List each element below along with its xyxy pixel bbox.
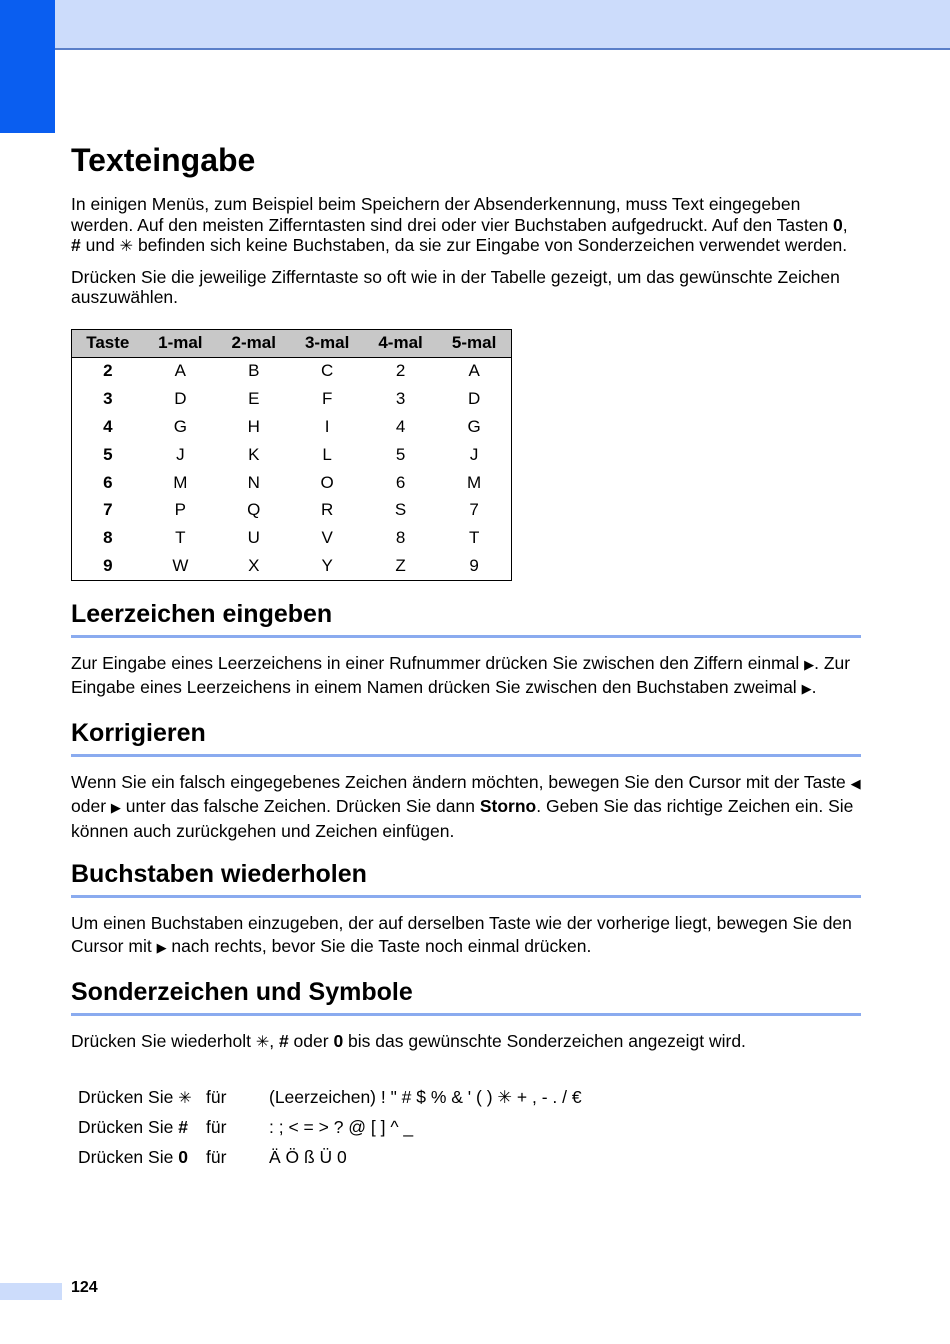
- section-heading: Leerzeichen eingeben: [71, 599, 333, 628]
- section-sonderzeichen: [71, 977, 861, 1055]
- table-row: [72, 469, 512, 497]
- table-cell: A: [468, 361, 480, 381]
- table-row: [72, 496, 512, 524]
- section-paragraph: Wenn Sie ein falsch eingegebenes Zeichen ändern möchten, bewegen Sie den Cursor mit der Taste ◀ oder ▶ unter das falsche Zeichen. Drücken Sie dann Storno. Geben Sie das richtige Zeichen ein. Sie können auch zurückgehen und Zeichen einfügen.: [71, 771, 861, 841]
- section-heading: Sonderzeichen und Symbole: [71, 978, 413, 1007]
- table-cell: 5: [395, 444, 406, 464]
- table-cell: M: [173, 472, 188, 492]
- key-table: [71, 329, 512, 581]
- table-cell: Q: [247, 500, 261, 520]
- table-cell: L: [322, 444, 332, 464]
- table-cell: T: [468, 528, 480, 548]
- section-rule: [71, 1013, 861, 1016]
- table-cell: C: [321, 361, 334, 381]
- storno-key-label: Storno: [479, 796, 537, 817]
- table-row: [72, 524, 512, 552]
- column-header: Taste: [72, 329, 144, 357]
- table-cell: I: [324, 416, 330, 436]
- table-cell: 6: [395, 472, 406, 492]
- symbol-row: Drücken Sie # für : ; < = > ? @ [ ] ^ _: [71, 1113, 861, 1143]
- section-rule: [71, 754, 861, 757]
- section-rule: [71, 635, 861, 638]
- section-paragraph: Drücken Sie wiederholt ✳, # oder 0 bis das gewünschte Sonderzeichen angezeigt wird.: [71, 1031, 746, 1052]
- star-key-icon: ✳: [178, 1090, 192, 1108]
- intro-paragraph-1: In einigen Menüs, zum Beispiel beim Speichern der Absenderkennung, muss Text eingegeben werden. Auf den meisten Zifferntasten sind drei oder vier Buchstaben aufgedruckt. Auf den Tasten 0, # und ✳ befinden sich keine Buchstaben, da sie zur Eingabe von Sonderzeichen verwendet werden.: [71, 194, 848, 255]
- symbol-row: Drücken Sie 0 für Ä Ö ß Ü 0: [71, 1143, 861, 1173]
- table-cell: B: [248, 361, 260, 381]
- symbol-table: [71, 1083, 861, 1173]
- table-row: [72, 413, 512, 441]
- section-heading: Korrigieren: [71, 718, 206, 747]
- table-cell: 4: [103, 416, 113, 436]
- column-header: 3-mal: [290, 329, 363, 357]
- section-korrigieren: [71, 718, 861, 843]
- table-cell: N: [247, 472, 260, 492]
- table-row: [72, 552, 512, 580]
- table-cell: A: [174, 361, 187, 381]
- table-cell: 7: [469, 500, 479, 520]
- table-cell: 6: [103, 472, 113, 492]
- table-cell: E: [248, 389, 260, 409]
- column-header: 1-mal: [144, 329, 217, 357]
- intro-paragraph-2: Drücken Sie die jeweilige Zifferntaste so oft wie in der Tabelle gezeigt, um das gewünschte Zeichen auszuwählen.: [71, 266, 840, 307]
- table-cell: 4: [395, 416, 406, 436]
- table-cell: 8: [395, 528, 406, 548]
- table-cell: O: [320, 472, 334, 492]
- key-table-header-row: [72, 329, 512, 357]
- table-cell: 3: [103, 389, 113, 409]
- table-cell: V: [321, 528, 333, 548]
- table-cell: 9: [469, 555, 479, 575]
- page-number: 124: [71, 1279, 98, 1296]
- table-cell: 8: [103, 528, 113, 548]
- table-cell: 7: [103, 500, 113, 520]
- table-cell: 5: [103, 444, 113, 464]
- section-paragraph: Um einen Buchstaben einzugeben, der auf derselben Taste wie der vorherige liegt, bewegen Sie den Cursor mit ▶ nach rechts, bevor Sie die Taste noch einmal drücken.: [71, 913, 852, 956]
- table-cell: 2: [395, 361, 406, 381]
- table-cell: 9: [103, 555, 113, 575]
- table-cell: H: [247, 416, 260, 436]
- table-row: [72, 385, 512, 413]
- section-paragraph: Zur Eingabe eines Leerzeichens in einer Rufnummer drücken Sie zwischen den Ziffern einmal ▶. Zur Eingabe eines Leerzeichens in einem Namen drücken Sie zwischen den Buchstaben zweimal ▶.: [71, 652, 851, 698]
- arrow-right-icon: ▶: [804, 656, 815, 672]
- table-cell: S: [394, 500, 407, 520]
- table-cell: G: [467, 416, 481, 436]
- table-cell: W: [172, 555, 189, 575]
- chapter-tab: [0, 0, 55, 133]
- table-cell: G: [173, 416, 187, 436]
- table-cell: J: [176, 444, 185, 464]
- section-wiederholen: [71, 859, 861, 959]
- star-key-icon: ✳: [255, 1034, 270, 1052]
- table-cell: R: [321, 500, 334, 520]
- table-cell: F: [321, 389, 333, 409]
- table-cell: K: [248, 444, 260, 464]
- column-header: 4-mal: [364, 329, 437, 357]
- table-cell: T: [175, 528, 186, 548]
- section-rule: [71, 895, 861, 898]
- table-cell: D: [467, 389, 481, 409]
- table-cell: Z: [395, 555, 406, 575]
- page-number-tab: [0, 1283, 62, 1300]
- arrow-right-icon: ▶: [156, 939, 167, 955]
- table-cell: J: [469, 444, 479, 464]
- arrow-right-icon: ▶: [110, 800, 121, 816]
- header-band: [0, 0, 950, 50]
- table-cell: 2: [103, 361, 113, 381]
- table-cell: 3: [395, 389, 406, 409]
- table-cell: M: [467, 472, 482, 492]
- table-cell: X: [248, 555, 260, 575]
- page-title: Texteingabe: [71, 142, 256, 178]
- column-header: 5-mal: [437, 329, 511, 357]
- arrow-left-icon: ◀: [850, 775, 861, 791]
- table-cell: D: [174, 389, 187, 409]
- table-cell: U: [247, 528, 260, 548]
- column-header: 2-mal: [217, 329, 290, 357]
- table-cell: Y: [321, 555, 333, 575]
- section-heading: Buchstaben wiederholen: [71, 860, 367, 889]
- symbol-chars: : ; < = > ? @ [ ] ^ _: [269, 1117, 414, 1138]
- section-leerzeichen: [71, 599, 861, 701]
- symbol-chars: Ä Ö ß Ü 0: [269, 1147, 347, 1168]
- page-content: [71, 140, 861, 1173]
- star-key-icon: ✳: [119, 238, 134, 255]
- table-row: [72, 357, 512, 385]
- table-row: [72, 441, 512, 469]
- symbol-chars: (Leerzeichen) ! " # $ % & ' ( ) ✳ + , - . / €: [269, 1087, 582, 1108]
- symbol-row: Drücken Sie ✳ für (Leerzeichen) ! " # $ % & ' ( ) ✳ + , - . / €: [71, 1083, 861, 1113]
- arrow-right-icon: ▶: [801, 681, 812, 697]
- table-cell: P: [174, 500, 187, 520]
